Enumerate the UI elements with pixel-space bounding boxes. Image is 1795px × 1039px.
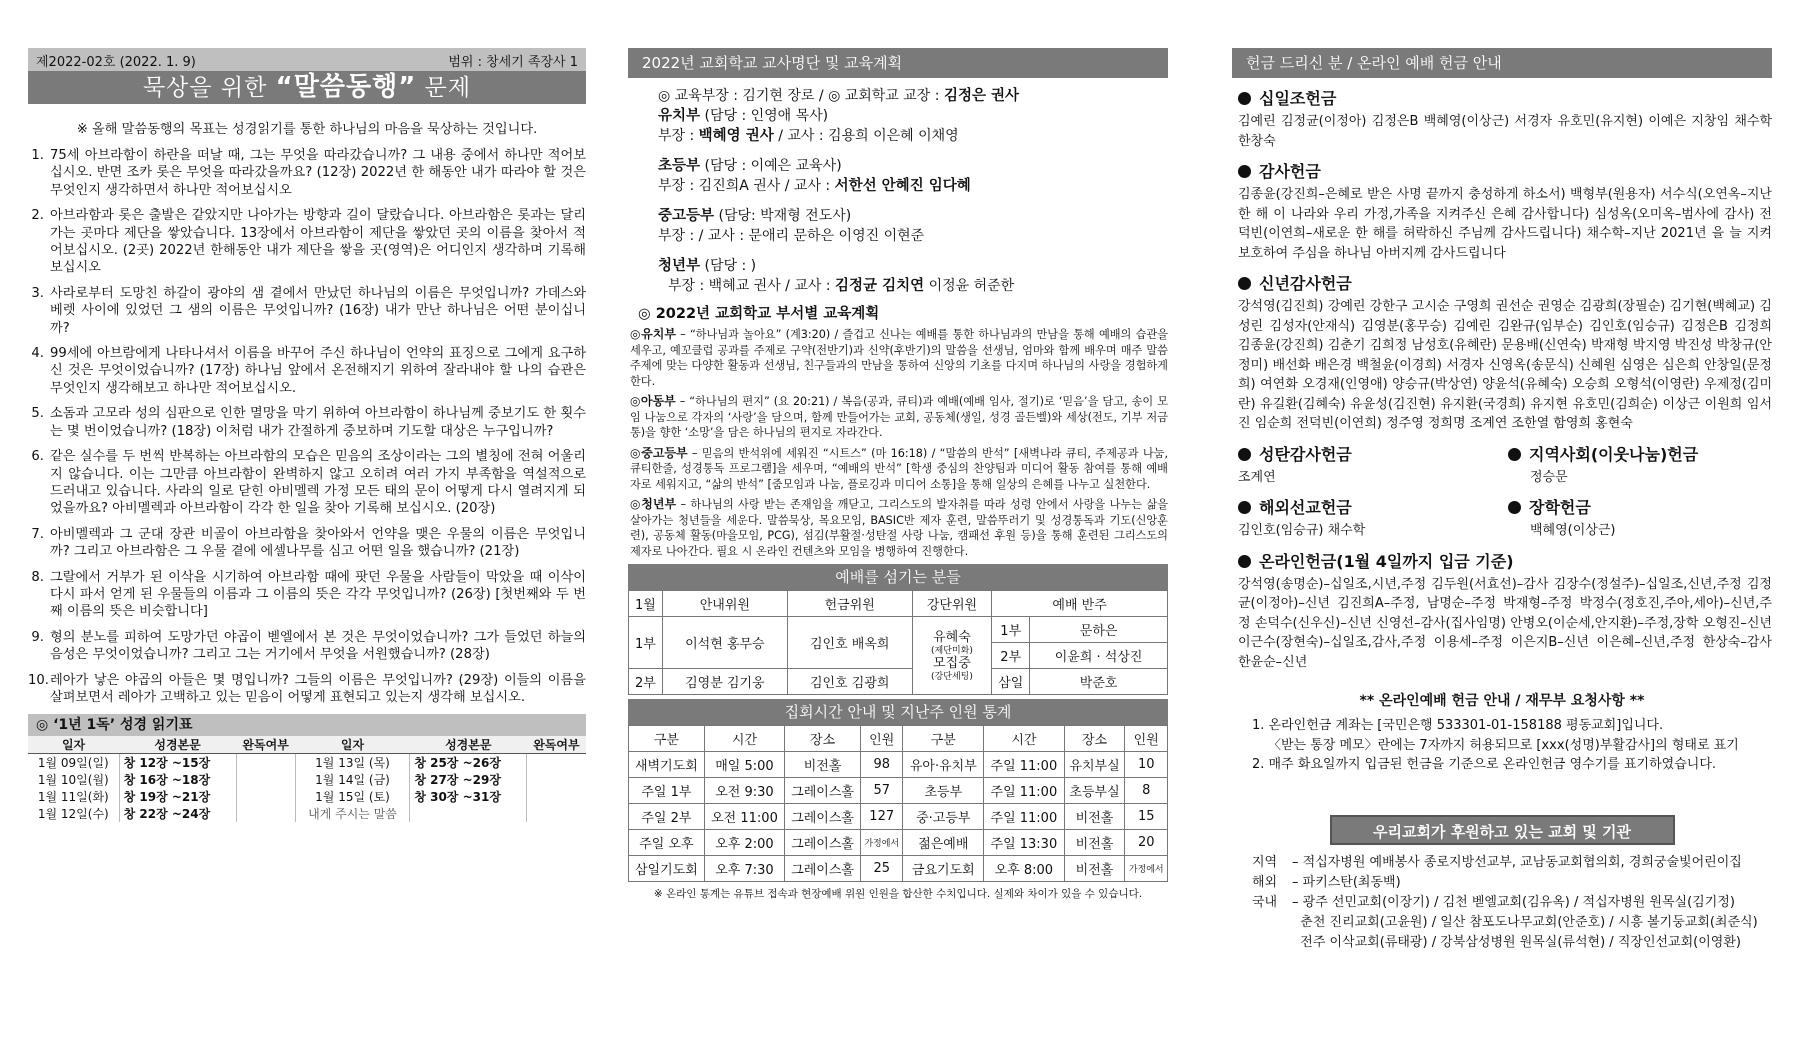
xmas-title: 성탄감사헌금 — [1259, 444, 1352, 464]
support-region — [1252, 913, 1292, 933]
stats-cell: 127 — [860, 804, 903, 830]
newyear-names: 강석영(김진희) 강예린 강한구 고시순 구영희 권선순 권영순 김광희(장필순) 김기현(백혜교) 김성린 김성자(안재식) 김영분(홍무승) 김예린 김완규(임부순) 김인호(임승규) 김정은B 김정희 김종윤(강진희) 김춘기 김희정 남성호(유혜란) 문용배(신연숙) 박재형 박지영 박진성 박창규(안정미) 배선화 배은경 백철윤(이경희) 서경자 신영옥(송문식) 신혜원 심영은 심은희 안창일(문정희) 여연화 오경재(인영애) 양승규(박상연) 양윤석(유혜숙) 오승희 오형석(이영란) 우제정(김미란) 유길환(김혜숙) 유윤성(김진현) 유지환(국경희) 유지현 유호민(김희순) 이상근 이원희 임서진 임순희 전덕빈(이연희) 정주영 정희명 조계연 조한열 함영희 홍현숙 — [1238, 299, 1772, 431]
altar-1: 유혜숙 — [933, 629, 971, 645]
stats-cell: 비전홀 — [1064, 804, 1125, 830]
community-names: 정승문 — [1530, 469, 1568, 485]
stats-header: 시간 — [984, 726, 1064, 752]
stats-cell: 오후 7:30 — [704, 856, 784, 882]
stats-cell: 그레이스홀 — [785, 804, 861, 830]
support-title: 우리교회가 후원하고 있는 교회 및 기관 — [1330, 815, 1675, 845]
support-targets: – 광주 선민교회(이장기) / 김천 벧엘교회(김유옥) / 적십자병원 원목실(김기정) — [1292, 894, 1735, 910]
stats-cell: 오후 2:00 — [704, 830, 784, 856]
worship-servers-title: 예배를 섬기는 분들 — [628, 564, 1168, 590]
stats-cell: 98 — [860, 752, 903, 778]
reading-cell: 1월 09일(일) — [37, 756, 109, 771]
question-item — [28, 147, 586, 199]
newyear-title: 신년감사헌금 — [1259, 274, 1352, 293]
attendance-note: ※ 온라인 통계는 유튜브 접속과 현장예배 위원 인원을 합산한 수치입니다. 실제와 차이가 있을 수 있습니다. — [653, 888, 1143, 900]
stats-cell: 주일 11:00 — [984, 804, 1064, 830]
elem-staff — [628, 176, 1168, 196]
kinder-line — [628, 106, 1168, 126]
stats-cell: 가정에서 — [1125, 856, 1168, 882]
stats-cell: 주일 1부 — [629, 778, 705, 804]
online-notice-title: ** 온라인예배 헌금 안내 / 재무부 요청사항 ** — [1359, 693, 1645, 709]
mid-staff: 부장 : / 교사 : 문애리 문하은 이영진 이현준 — [658, 228, 925, 244]
accomp-label-1: 1부 — [992, 617, 1030, 643]
elem-pastor: (담당 : 이예은 교육사) — [700, 158, 842, 174]
stats-cell: 비전홀 — [785, 752, 861, 778]
question-number: 9. — [31, 629, 44, 645]
stats-header: 장소 — [1064, 726, 1125, 752]
elem-teachers: 서한선 안혜진 임다혜 — [834, 178, 971, 194]
community-heading — [1508, 442, 1772, 465]
online-notice-2: 2. 매주 화요일까지 입금된 헌금을 기준으로 온라인헌금 영수기를 표기하였습니다. — [1252, 757, 1717, 772]
tithe-names: 김예린 김정균(이정아) 김정은B 백혜영(이상근) 서경자 유호민(유지현) 이예은 지창임 채수학 한창숙 — [1238, 114, 1772, 149]
bullet-icon — [1238, 277, 1251, 290]
stats-cell: 유아·유치부 — [903, 752, 984, 778]
reading-cell: 1월 11일(화) — [37, 790, 109, 805]
dept-plan-text: – 하나님의 사랑 받는 존재임을 깨닫고, 그리스도의 발자취를 따라 성령 안에서 사랑을 나누는 삶을 살아가는 청년들을 세운다. 말씀묵상, 목요모임, BASIC반 제자 훈련, 말씀뚜러기 및 성경통독과 기도(신앙훈련), 공동체 활동(마을모임, PCG), 섬김(부활절·성탄절 사랑 나눔, 캠패선 후원 등)을 통해 훈련된 그리스도의 제자로 나아간다. 필요 시 온라인 컨텐츠와 모임을 병행하여 진행한다. — [630, 498, 1169, 558]
question-list — [28, 147, 586, 706]
support-region: 해외 — [1252, 874, 1278, 890]
reading-plan-title: ◎ ‘1년 1독’ 성경 읽기표 — [28, 714, 586, 736]
stats-cell: 8 — [1125, 778, 1168, 804]
reading-cell: 창 27장 ~29장 — [410, 771, 527, 788]
reading-cell: 1월 14일 (금) — [295, 771, 410, 788]
bullet-icon — [1238, 92, 1251, 105]
question-number: 2. — [31, 208, 44, 224]
question-text: 형의 분노를 피하여 도망가던 야곱이 벧엘에서 본 것은 무엇이었습니까? 그가 들었던 하늘의 음성은 무엇이었습니까? 그리고 그는 거기에서 무엇을 서원했습니까? (28장) — [50, 629, 586, 663]
reading-cell: 내게 주시는 말씀 — [295, 805, 410, 822]
youth-line — [628, 256, 1168, 276]
support-targets: 춘천 진리교회(고윤원) / 일산 참포도나무교회(안준호) / 시흥 볼기둥교회(최준식) — [1292, 914, 1758, 930]
education-plan-title: ◎ 2022년 교회학교 부서별 교육계획 — [638, 306, 880, 322]
offering-pair-1 — [1232, 434, 1772, 488]
offering-1: 김인호 배옥희 — [787, 617, 912, 669]
service-2-label: 2부 — [629, 669, 663, 695]
bullet-icon — [1508, 448, 1521, 461]
table-row — [28, 788, 586, 805]
dept-plan-text: – “하나님의 편지” (요 20:21) / 복음(공과, 큐티)과 예배(예배 임사, 절기)로 ‘믿음’을 담고, 송이 모임 나눔으로 각자의 ‘사랑’을 담으며, 함께 만들어가는 교회, 공동체(생일, 성경 골든벨)와 세상(전도, 기부 저금통)을 향한 ‘소망’을 담은 하나님의 편지로 자라간다. — [630, 395, 1168, 439]
table-row — [629, 752, 1168, 778]
bullet-icon — [1238, 555, 1251, 568]
stats-cell: 오전 9:30 — [704, 778, 784, 804]
stats-cell: 비전홀 — [1064, 830, 1125, 856]
altar-2: 모집중 — [933, 655, 971, 671]
title-suffix: 문제 — [416, 75, 472, 101]
kinder-staff — [628, 126, 1168, 146]
youth-pastor: (담당 : ) — [700, 258, 757, 274]
stats-cell: 유치부실 — [1064, 752, 1125, 778]
reading-header: 완독여부 — [527, 736, 586, 754]
community-title: 지역사회(이웃나눔)헌금 — [1529, 444, 1699, 464]
reading-cell — [527, 754, 586, 772]
support-item — [1232, 893, 1772, 913]
support-region: 지역 — [1252, 854, 1278, 870]
table-row — [629, 830, 1168, 856]
stats-cell: 삼일기도회 — [629, 856, 705, 882]
offering-section — [1232, 48, 1772, 953]
reading-cell — [527, 788, 586, 805]
mid-line — [628, 206, 1168, 226]
online-notice-1: 1. 온라인헌금 계좌는 [국민은행 533301-01-158188 평동교회]입니다. — [1252, 718, 1664, 733]
stats-cell: 금요기도회 — [903, 856, 984, 882]
service-1-label: 1부 — [629, 617, 663, 669]
bullet-icon — [1238, 165, 1251, 178]
worship-header: 예배 반주 — [992, 591, 1168, 617]
support-list — [1232, 853, 1772, 953]
reading-cell: 1월 13일 (목) — [295, 754, 410, 772]
question-text: 75세 아브라함이 하란을 떠날 때, 그는 무엇을 따라갔습니까? 그 내용 중에서 하나만 적어보십시오. 반면 조카 롯은 무엇을 따라갔을까요? (12장) 2022년 한 해동안 내가 따라야 할 것은 무엇인지 생각하면서 하나만 적어보십시오 — [50, 148, 586, 198]
question-item — [28, 405, 586, 440]
issue-number: 제2022-02호 (2022. 1. 9) — [36, 55, 196, 70]
question-item — [28, 526, 586, 561]
guide-2: 김영분 김기웅 — [662, 669, 787, 695]
dept-plan — [628, 446, 1168, 493]
dept-plan-label: ◎중고등부 — [630, 445, 688, 460]
kinder-label: 유치부 — [658, 108, 701, 124]
question-number: 8. — [31, 569, 44, 585]
attendance-table — [628, 725, 1168, 882]
stats-cell: 오전 11:00 — [704, 804, 784, 830]
question-item — [28, 629, 586, 664]
scholar-names: 백혜영(이상근) — [1530, 523, 1616, 538]
issue-header — [28, 48, 586, 71]
church-school-title: 2022년 교회학교 교사명단 및 교육계획 — [628, 48, 1168, 78]
stats-cell: 오후 8:00 — [984, 856, 1064, 882]
question-text: 99세에 아브람에게 나타나셔서 이름을 바꾸어 주신 하나님이 언약의 표징으로 그에게 요구하신 것은 무엇이었습니까? (17장) 하나님 앞에서 온전해지기 위하여 잘라내야 할 나의 습관은 무엇인지 생각해보고 하나만 적어보십시오. — [50, 346, 586, 396]
table-row — [28, 754, 586, 772]
title-emphasis: “말씀동행” — [275, 72, 417, 102]
scholar-heading — [1508, 495, 1772, 518]
reading-cell: 창 19장 ~21장 — [119, 788, 236, 805]
dept-plan-text: – 믿음의 반석위에 세워진 “시트스” (마 16:18) / “말씀의 반석” [새벽나라 큐티, 주제공과 나눔, 큐티한줄, 성경통독 프로그램]을 세우며, “예배의 반석” [학생 중심의 찬양팀과 미디어 활동 참여를 통해 예배자로 세워지고, “삶의 반석” [줌모임과 나눔, 플로깅과 미디어 소통]을 통해 일상의 은혜를 나누고 실천한다. — [630, 446, 1168, 491]
mid-label: 중고등부 — [658, 208, 715, 224]
dept-plan-label: ◎아동부 — [630, 394, 676, 408]
mission-names: 김인호(임승규) 채수학 — [1238, 523, 1366, 538]
accomp-name-2: 이윤희 · 석상진 — [1030, 643, 1168, 669]
support-item — [1232, 873, 1772, 893]
reading-cell: 창 30장 ~31장 — [410, 788, 527, 805]
stats-cell: 주일 13:30 — [984, 830, 1064, 856]
question-item — [28, 569, 586, 621]
reading-header: 성경본문 — [119, 736, 236, 754]
mission-heading — [1238, 495, 1502, 518]
stats-header: 시간 — [704, 726, 784, 752]
reading-header: 일자 — [28, 736, 119, 754]
stats-cell: 그레이스홀 — [785, 778, 861, 804]
worship-servers-table — [628, 590, 1168, 695]
question-text: 그랄에서 거부가 된 이삭을 시기하여 아브라함 때에 팟던 우물을 사람들이 막았을 때 이삭이 다시 파서 얻게 된 우물들의 이름과 그 이름의 뜻은 각각 무엇입니까? (26장) [첫번째와 두 번째 이름의 뜻은 비슷합니다] — [50, 569, 586, 620]
stats-cell: 57 — [860, 778, 903, 804]
tithe-title: 십일조헌금 — [1259, 89, 1337, 108]
question-number: 4. — [31, 346, 44, 362]
stats-cell: 10 — [1125, 752, 1168, 778]
reading-cell: 창 16장 ~18장 — [119, 771, 236, 788]
support-targets: – 적십자병원 예배봉사 종로지방선교부, 교남동교회협의회, 경희궁술빛어린이집 — [1292, 854, 1742, 870]
kinder-teachers: / 교사 : 김용희 이은혜 이채영 — [773, 128, 959, 144]
question-item — [28, 672, 586, 707]
dept-plan-text: – “하나님과 놀아요” (계3:20) / 즐겁고 신나는 예배를 통한 하나님과의 만남을 통해 예배의 습관을 세우고, 예꼬클럽 공과를 주제로 구약(전반기)과 신약(후반기)의 말씀을 선생님, 엄마와 함께 배우며 매주 말씀 주제에 맞는 다양한 활동과 선생님, 친구들과의 만남을 통하여 신앙의 기초를 다지며 하나님의 사랑을 경험하게 한다. — [630, 328, 1168, 388]
stats-cell: 주일 11:00 — [984, 778, 1064, 804]
elem-line — [628, 156, 1168, 176]
reading-cell: 창 12장 ~15장 — [119, 754, 236, 772]
stats-header: 인원 — [860, 726, 903, 752]
support-region: 국내 — [1252, 894, 1278, 910]
stats-cell: 중·고등부 — [903, 804, 984, 830]
reading-header: 완독여부 — [236, 736, 295, 754]
support-targets: 전주 이삭교회(류태광) / 강북삼성병원 원목실(류석현) / 직장인선교회(이영환) — [1292, 934, 1741, 950]
table-row — [629, 856, 1168, 882]
question-item — [28, 448, 586, 518]
worship-header: 안내위원 — [662, 591, 787, 617]
youth-staff — [628, 276, 1168, 296]
reading-cell — [527, 771, 586, 788]
online-heading — [1238, 549, 1772, 572]
support-item — [1232, 853, 1772, 873]
mission-title: 해외선교헌금 — [1259, 498, 1352, 517]
reading-cell: 창 25장 ~26장 — [410, 754, 527, 772]
bullet-icon — [1238, 448, 1251, 461]
accomp-name-1: 문하은 — [1030, 617, 1168, 643]
reading-cell: 1월 15일 (토) — [295, 788, 410, 805]
question-text: 아비멜렉과 그 군대 장관 비골이 아브라함을 찾아와서 언약을 맺은 우물의 이름은 무엇입니까? 그리고 아브라함은 그 우물 곁에 에셀나무를 심고 어떤 일을 했습니까? (21장) — [50, 526, 586, 560]
worship-header: 헌금위원 — [787, 591, 912, 617]
kinder-staff-prefix: 부장 : — [658, 128, 699, 144]
worship-header: 1월 — [629, 591, 663, 617]
youth-teachers-bold: 김정균 김치연 — [835, 278, 925, 294]
youth-teachers: 이정윤 허준한 — [924, 278, 1015, 294]
reading-header: 일자 — [295, 736, 410, 754]
reading-cell: 1월 10일(월) — [37, 773, 109, 788]
stats-cell: 매일 5:00 — [704, 752, 784, 778]
question-number: 1. — [31, 148, 44, 163]
youth-label: 청년부 — [658, 258, 701, 274]
thanks-title: 감사헌금 — [1259, 162, 1321, 181]
stats-cell: 15 — [1125, 804, 1168, 830]
newyear-heading — [1238, 271, 1772, 294]
xmas-heading — [1238, 442, 1502, 465]
title-prefix: 묵상을 위한 — [142, 75, 276, 101]
online-notice-1b: 〈받는 통장 메모〉란에는 7자까지 허용되므로 [xxx(성명)부활감사]의 형태로 표기 — [1268, 737, 1739, 753]
stats-header: 구분 — [629, 726, 705, 752]
youth-staff-prefix: 부장 : 백혜교 권사 / 교사 : — [668, 278, 836, 294]
question-text: 같은 실수를 두 번씩 반복하는 아브라함의 모습은 믿음의 조상이라는 그의 별칭에 전혀 어울리지 않습니다. 이는 그만큼 아브라함이 완벽하지 않고 오히려 여러 가지 부족함을 역설적으로 드러내고 있습니다. 사라의 일로 닫힌 아비멜렉 가정 모든 태의 문이 어떻게 다시 열려지게 되었을까요? 아비멜렉과 아브라함이 각각 한 일을 찾아 기록해 보십시오. (20장) — [50, 449, 586, 517]
support-item — [1232, 913, 1772, 933]
dept-plan-label: ◎유치부 — [630, 327, 676, 341]
table-row — [28, 805, 586, 822]
stats-cell: 가정에서 — [860, 830, 903, 856]
question-item — [28, 207, 586, 277]
intro-note: ※ 올해 말씀동행의 목표는 성경읽기를 통한 하나님의 마음을 묵상하는 것입니다. — [76, 122, 538, 137]
question-text: 레아가 낳은 야곱의 아들은 몇 명입니까? 그들의 이름은 무엇입니까? (29장) 이들의 이름을 살펴보면서 레아가 고백하고 있는 믿음이 어떻게 표현되고 있는지 생각해 보십시오. — [50, 672, 586, 705]
bullet-icon — [1238, 501, 1251, 514]
stats-cell: 25 — [860, 856, 903, 882]
question-number: 10. — [28, 672, 49, 688]
offering-pair-2 — [1232, 487, 1772, 541]
stats-cell: 새벽기도회 — [629, 752, 705, 778]
online-title: 온라인헌금(1월 4일까지 입금 기준) — [1259, 551, 1514, 571]
edu-director: ◎ 교육부장 : 김기현 장로 / ◎ 교회학교 교장 : — [658, 88, 944, 104]
accomp-label-3: 삼일 — [992, 669, 1030, 695]
reading-range: 범위 : 창세기 족장사 1 — [448, 55, 578, 70]
stats-cell: 젊은예배 — [903, 830, 984, 856]
table-row — [629, 778, 1168, 804]
reading-cell — [527, 805, 586, 822]
dept-plan — [628, 497, 1168, 559]
online-names: 강석영(송명순)–십일조,시년,주정 김두원(서효선)–감사 김장수(정설주)–십일조,신년,주정 김정균(이정아)–신년 김진희A–주정, 남명순–주정 박재형–주정 박정수(정호진,주아,세아)–신년,주정 손덕수(신우신)–신년 신영선–감사(집사임명) 안병오(이순세,안지환)–주정,장학 오형진–신년 이근수(장현숙)–십일조,감사,주정 이용세–주정 이은지B–신년 이은혜–신년,주정 한상숙–감사 한윤순–신년 — [1238, 576, 1772, 670]
kinder-chief: 백혜영 권사 — [698, 128, 774, 144]
stats-cell: 그레이스홀 — [785, 856, 861, 882]
question-text: 소돔과 고모라 성의 심판으로 인한 멸망을 막기 위하여 아브라함이 하나님께 중보기도 한 횟수는 몇 번이었습니까? (18장) 이처럼 내가 간절하게 중보하며 기도할 대상은 누구입니까? — [50, 406, 586, 439]
stats-cell: 주일 2부 — [629, 804, 705, 830]
support-region — [1252, 933, 1292, 953]
reading-cell: 창 22장 ~24장 — [119, 805, 236, 822]
reading-cell — [236, 805, 295, 822]
tithe-heading — [1238, 86, 1772, 109]
scholar-title: 장학헌금 — [1529, 498, 1591, 517]
question-number: 5. — [31, 406, 44, 422]
question-number: 7. — [31, 526, 44, 542]
accomp-label-2: 2부 — [992, 643, 1030, 669]
stats-cell: 비전홀 — [1064, 856, 1125, 882]
dept-plan — [628, 394, 1168, 441]
guide-1: 이석현 홍무승 — [662, 617, 787, 669]
stats-cell: 그레이스홀 — [785, 830, 861, 856]
stats-cell: 초등부실 — [1064, 778, 1125, 804]
reading-cell — [236, 788, 295, 805]
question-number: 3. — [31, 285, 44, 301]
attendance-title: 집회시간 안내 및 지난주 인원 통계 — [628, 699, 1168, 725]
question-text: 아브라함과 롯은 출발은 같았지만 나아가는 방향과 길이 달랐습니다. 아브라함은 롯과는 달리 가는 곳마다 제단을 쌓았습니다. 13장에서 아브라함이 제단을 쌓았던 곳의 이름을 찾아서 적어보십시오. (2곳) 2022년 한해동안 내가 제단을 쌓을 곳(영역)은 어디인지 생각하며 기록해 보십시오 — [50, 208, 586, 276]
kinder-pastor: (담당 : 인영애 목사) — [700, 108, 829, 124]
altar-servers — [912, 617, 992, 695]
stats-header: 인원 — [1125, 726, 1168, 752]
reading-cell: 1월 12일(수) — [37, 807, 109, 822]
table-row — [629, 804, 1168, 830]
table-row — [28, 771, 586, 788]
altar-1-note: (제단미화) — [931, 645, 973, 656]
principal-name: 김정은 권사 — [943, 88, 1020, 104]
offering-2: 김인호 김광희 — [787, 669, 912, 695]
thanks-heading — [1238, 159, 1772, 182]
reading-plan-table — [28, 736, 586, 822]
xmas-names: 조계연 — [1238, 469, 1276, 485]
elem-label: 초등부 — [658, 158, 701, 174]
stats-cell: 주일 오후 — [629, 830, 705, 856]
stats-header: 구분 — [903, 726, 984, 752]
reading-cell — [410, 805, 527, 822]
reading-header: 성경본문 — [410, 736, 527, 754]
accomp-name-3: 박준호 — [1030, 669, 1168, 695]
worship-header: 강단위원 — [912, 591, 992, 617]
stats-cell: 초등부 — [903, 778, 984, 804]
reading-cell — [236, 754, 295, 772]
meditation-section — [28, 48, 586, 822]
reading-cell — [236, 771, 295, 788]
stats-cell: 20 — [1125, 830, 1168, 856]
church-school-section — [628, 48, 1168, 901]
support-item — [1232, 933, 1772, 953]
bullet-icon — [1508, 501, 1521, 514]
education-plans — [628, 327, 1168, 559]
education-leaders — [628, 86, 1168, 106]
question-item — [28, 345, 586, 397]
dept-plan — [628, 327, 1168, 389]
altar-2-note: (강단세팅) — [931, 671, 973, 682]
question-text: 사라로부터 도망친 하갈이 광야의 샘 곁에서 만났던 하나님의 이름은 무엇입니까? 가데스와 베렛 사이에 있었던 그 샘의 이름은 무엇입니까? (16장) 내가 만난 하나님은 어떤 분이십니까? — [50, 285, 586, 336]
elem-staff-prefix: 부장 : 김진희A 권사 / 교사 : — [658, 178, 835, 194]
offering-title: 헌금 드리신 분 / 온라인 예배 헌금 안내 — [1232, 48, 1772, 78]
question-item — [28, 285, 586, 337]
meditation-title — [28, 71, 586, 104]
support-targets: – 파키스탄(최동백) — [1292, 874, 1401, 890]
thanks-names: 김종윤(강진희–은혜로 받은 사명 끝까지 충성하게 하소서) 백형부(원용자) 서수식(오연옥–지난 한 해 이 나라와 우리 가정,가족을 지켜주신 은혜 감사합니다) 심성옥(오미옥–범사에 감사) 전덕빈(이연희–새로운 한 해를 허락하신 주님께 감사드립니다) 채수학–지난 2021년 을 늘 지켜 보호하여 주심을 하나님 아버지께 감사드립니다 — [1238, 187, 1772, 261]
question-number: 6. — [31, 449, 44, 465]
stats-cell: 주일 11:00 — [984, 752, 1064, 778]
dept-plan-label: ◎청년부 — [630, 497, 677, 511]
stats-header: 장소 — [785, 726, 861, 752]
mid-pastor: (담당: 박재형 전도사) — [714, 208, 852, 224]
